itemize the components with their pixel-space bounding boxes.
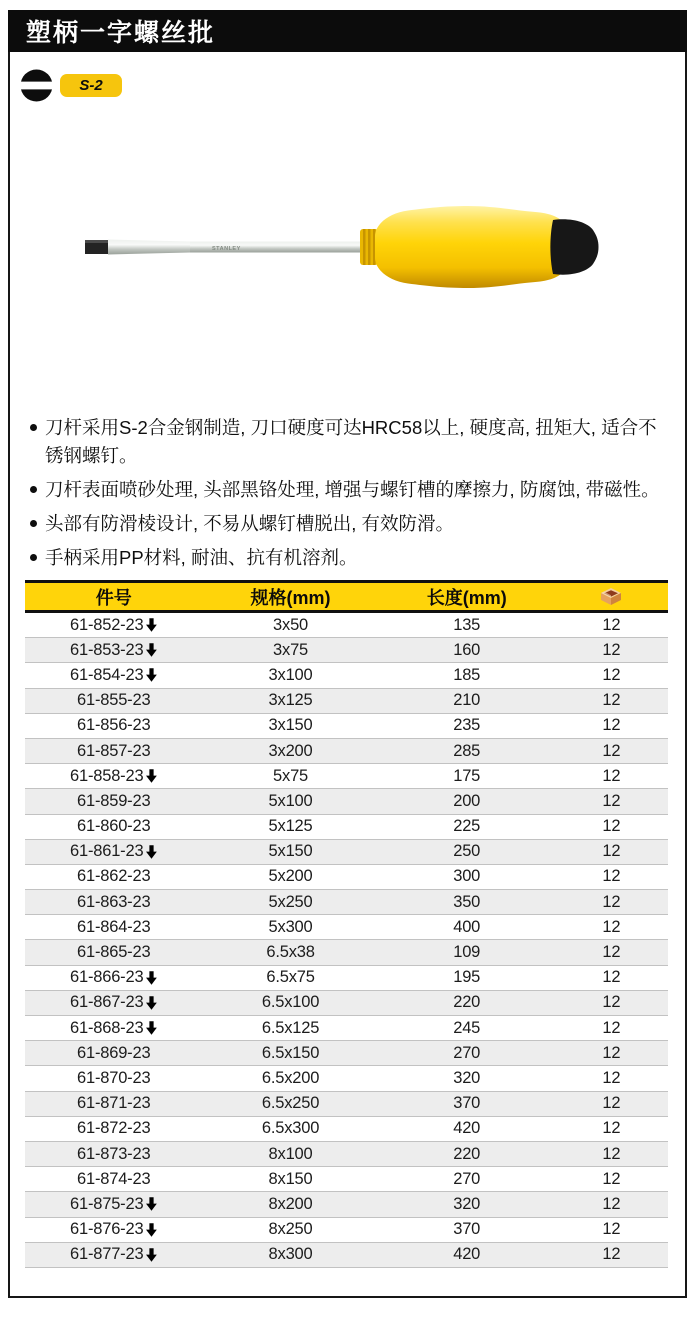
part-number: 61-855-23	[77, 691, 151, 710]
part-number: 61-859-23	[77, 791, 151, 810]
part-number: 61-853-23	[70, 640, 144, 659]
table-row	[25, 1141, 668, 1166]
pack-qty: 12	[555, 965, 668, 990]
table-row	[25, 638, 668, 663]
table-row	[25, 890, 668, 915]
table-row	[25, 1016, 668, 1041]
table-row	[25, 663, 668, 688]
length-value: 185	[379, 663, 555, 688]
spec-value: 8x100	[202, 1141, 378, 1166]
spec-table	[25, 580, 668, 1268]
length-value: 320	[379, 1192, 555, 1217]
table-row	[25, 1167, 668, 1192]
spec-table-body	[25, 612, 668, 1268]
part-number: 61-874-23	[77, 1169, 151, 1188]
feature-item: 头部有防滑棱设计, 不易从螺钉槽脱出, 有效防滑。	[28, 510, 664, 538]
spec-value: 3x125	[202, 688, 378, 713]
length-value: 135	[379, 612, 555, 638]
table-row	[25, 1041, 668, 1066]
length-value: 245	[379, 1016, 555, 1041]
pack-qty: 12	[555, 915, 668, 940]
table-row	[25, 1091, 668, 1116]
length-value: 300	[379, 864, 555, 889]
table-row	[25, 915, 668, 940]
shaft-brand-text: STANLEY	[212, 246, 241, 252]
feature-item: 刀杆表面喷砂处理, 头部黑铬处理, 增强与螺钉槽的摩擦力, 防腐蚀, 带磁性。	[28, 476, 664, 504]
table-row	[25, 1242, 668, 1267]
page-title-bar	[8, 10, 687, 52]
table-row	[25, 612, 668, 638]
part-number: 61-852-23	[70, 615, 144, 634]
part-number: 61-876-23	[70, 1220, 144, 1239]
part-number: 61-860-23	[77, 817, 151, 836]
down-arrow-icon	[146, 643, 157, 657]
table-row	[25, 789, 668, 814]
length-value: 225	[379, 814, 555, 839]
spec-value: 3x100	[202, 663, 378, 688]
part-number: 61-870-23	[77, 1068, 151, 1087]
part-number: 61-869-23	[77, 1043, 151, 1062]
content-frame	[8, 10, 687, 1298]
spec-value: 6.5x75	[202, 965, 378, 990]
pack-qty: 12	[555, 713, 668, 738]
spec-value: 3x150	[202, 713, 378, 738]
pack-qty: 12	[555, 940, 668, 965]
table-row	[25, 864, 668, 889]
length-value: 220	[379, 990, 555, 1015]
part-number: 61-873-23	[77, 1144, 151, 1163]
pack-qty: 12	[555, 1242, 668, 1267]
down-arrow-icon	[146, 1021, 157, 1035]
col-header-spec: 规格(mm)	[202, 582, 378, 612]
table-row	[25, 1192, 668, 1217]
length-value: 175	[379, 764, 555, 789]
pack-qty: 12	[555, 1192, 668, 1217]
length-value: 350	[379, 890, 555, 915]
spec-value: 8x300	[202, 1242, 378, 1267]
length-value: 370	[379, 1091, 555, 1116]
badge-row	[20, 69, 122, 102]
table-row	[25, 713, 668, 738]
feature-item: 刀杆采用S-2合金钢制造, 刀口硬度可达HRC58以上, 硬度高, 扭矩大, 适合不锈钢螺钉。	[28, 414, 664, 470]
screwdriver-image	[72, 198, 612, 308]
length-value: 420	[379, 1116, 555, 1141]
spec-value: 6.5x200	[202, 1066, 378, 1091]
blade	[108, 240, 190, 255]
part-number: 61-866-23	[70, 968, 144, 987]
col-header-length: 长度(mm)	[379, 582, 555, 612]
spec-value: 6.5x100	[202, 990, 378, 1015]
spec-value: 6.5x300	[202, 1116, 378, 1141]
spec-value: 3x75	[202, 638, 378, 663]
pack-qty: 12	[555, 764, 668, 789]
length-value: 235	[379, 713, 555, 738]
pack-qty: 12	[555, 1141, 668, 1166]
pack-qty: 12	[555, 1217, 668, 1242]
part-number: 61-862-23	[77, 867, 151, 886]
spec-value: 6.5x150	[202, 1041, 378, 1066]
down-arrow-icon	[146, 668, 157, 682]
table-row	[25, 688, 668, 713]
table-row	[25, 738, 668, 763]
spec-value: 5x75	[202, 764, 378, 789]
part-number: 61-864-23	[77, 917, 151, 936]
down-arrow-icon	[146, 769, 157, 783]
spec-value: 5x300	[202, 915, 378, 940]
col-header-part: 件号	[25, 582, 202, 612]
feature-item: 手柄采用PP材料, 耐油、抗有机溶剂。	[28, 544, 664, 572]
length-value: 200	[379, 789, 555, 814]
col-header-pack	[555, 582, 668, 612]
table-row	[25, 814, 668, 839]
part-number: 61-863-23	[77, 892, 151, 911]
spec-value: 5x100	[202, 789, 378, 814]
down-arrow-icon	[146, 1248, 157, 1262]
length-value: 270	[379, 1167, 555, 1192]
spec-value: 3x50	[202, 612, 378, 638]
spec-value: 3x200	[202, 738, 378, 763]
part-number: 61-857-23	[77, 741, 151, 760]
length-value: 400	[379, 915, 555, 940]
spec-value: 8x250	[202, 1217, 378, 1242]
slotted-drive-icon	[20, 69, 53, 102]
table-row	[25, 965, 668, 990]
part-number: 61-877-23	[70, 1245, 144, 1264]
length-value: 250	[379, 839, 555, 864]
length-value: 420	[379, 1242, 555, 1267]
pack-qty: 12	[555, 638, 668, 663]
length-value: 285	[379, 738, 555, 763]
length-value: 270	[379, 1041, 555, 1066]
carton-icon	[599, 587, 623, 606]
page-title: 塑柄一字螺丝批	[26, 19, 216, 47]
pack-qty: 12	[555, 990, 668, 1015]
pack-qty: 12	[555, 738, 668, 763]
part-number: 61-858-23	[70, 766, 144, 785]
pack-qty: 12	[555, 1091, 668, 1116]
part-number: 61-854-23	[70, 665, 144, 684]
table-row	[25, 839, 668, 864]
pack-qty: 12	[555, 1041, 668, 1066]
spec-value: 5x125	[202, 814, 378, 839]
pack-qty: 12	[555, 1167, 668, 1192]
length-value: 160	[379, 638, 555, 663]
steel-grade-badge: S-2	[60, 74, 122, 97]
part-number: 61-868-23	[70, 1018, 144, 1037]
length-value: 320	[379, 1066, 555, 1091]
length-value: 220	[379, 1141, 555, 1166]
length-value: 370	[379, 1217, 555, 1242]
length-value: 195	[379, 965, 555, 990]
down-arrow-icon	[146, 971, 157, 985]
pack-qty: 12	[555, 1016, 668, 1041]
down-arrow-icon	[146, 1197, 157, 1211]
part-number: 61-872-23	[77, 1119, 151, 1138]
spec-value: 6.5x38	[202, 940, 378, 965]
table-header-row	[25, 582, 668, 612]
spec-value: 8x150	[202, 1167, 378, 1192]
spec-value: 5x250	[202, 890, 378, 915]
spec-value: 5x150	[202, 839, 378, 864]
pack-qty: 12	[555, 814, 668, 839]
down-arrow-icon	[146, 845, 157, 859]
down-arrow-icon	[146, 996, 157, 1010]
pack-qty: 12	[555, 1066, 668, 1091]
pack-qty: 12	[555, 839, 668, 864]
feature-list	[28, 414, 664, 578]
down-arrow-icon	[146, 1223, 157, 1237]
table-row	[25, 990, 668, 1015]
spec-value: 6.5x250	[202, 1091, 378, 1116]
pack-qty: 12	[555, 890, 668, 915]
spec-value: 5x200	[202, 864, 378, 889]
part-number: 61-867-23	[70, 993, 144, 1012]
part-number: 61-861-23	[70, 842, 144, 861]
spec-value: 8x200	[202, 1192, 378, 1217]
part-number: 61-875-23	[70, 1194, 144, 1213]
table-row	[25, 1116, 668, 1141]
table-row	[25, 940, 668, 965]
length-value: 210	[379, 688, 555, 713]
pack-qty: 12	[555, 663, 668, 688]
pack-qty: 12	[555, 1116, 668, 1141]
pack-qty: 12	[555, 612, 668, 638]
part-number: 61-865-23	[77, 943, 151, 962]
pack-qty: 12	[555, 789, 668, 814]
part-number: 61-871-23	[77, 1094, 151, 1113]
table-row	[25, 1217, 668, 1242]
handle	[375, 206, 570, 288]
table-row	[25, 764, 668, 789]
down-arrow-icon	[146, 618, 157, 632]
spec-value: 6.5x125	[202, 1016, 378, 1041]
handle-end-cap	[550, 219, 598, 274]
blade-tip	[85, 240, 108, 254]
table-row	[25, 1066, 668, 1091]
part-number: 61-856-23	[77, 716, 151, 735]
length-value: 109	[379, 940, 555, 965]
pack-qty: 12	[555, 688, 668, 713]
pack-qty: 12	[555, 864, 668, 889]
